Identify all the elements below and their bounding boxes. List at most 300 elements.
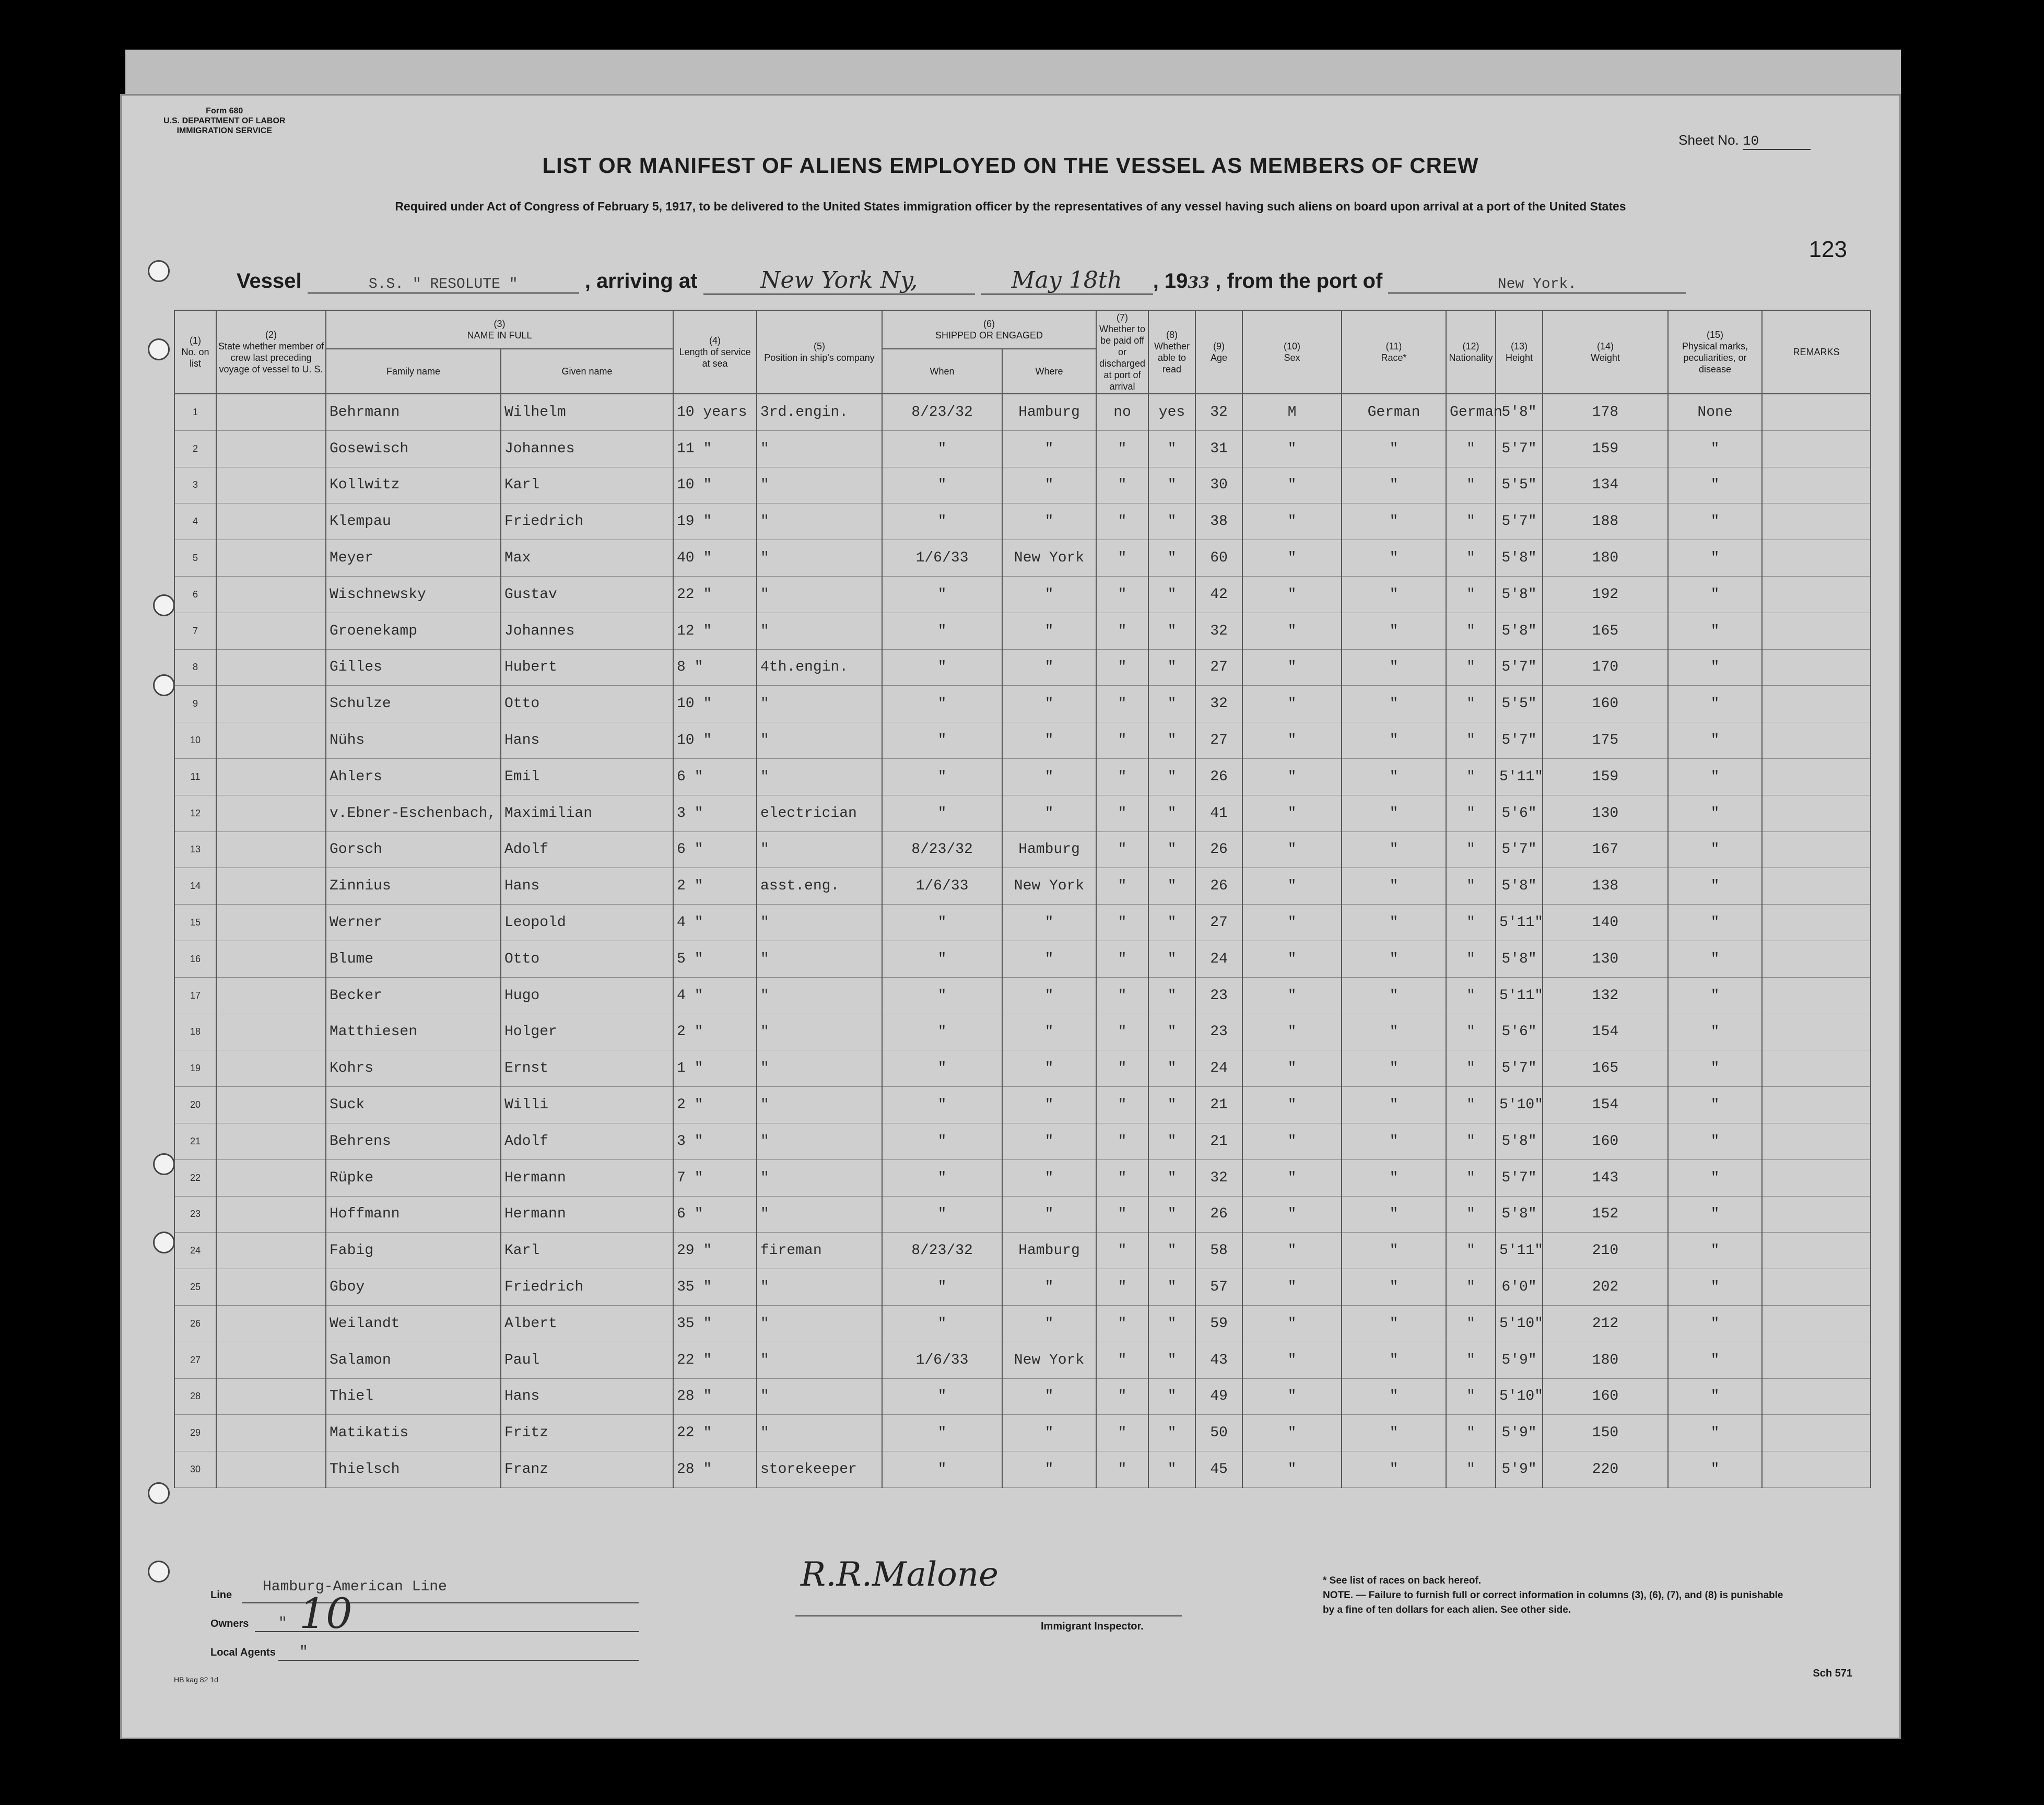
weight-cell: 192 <box>1543 576 1668 613</box>
row-number-cell: 12 <box>174 795 216 831</box>
age-cell: 24 <box>1195 1050 1242 1087</box>
age-cell: 27 <box>1195 722 1242 759</box>
given-name-cell: Hans <box>501 868 673 905</box>
last-voyage-cell <box>216 1123 326 1159</box>
paid-off-cell: " <box>1096 1233 1148 1269</box>
shipped-where-cell: " <box>1002 941 1096 977</box>
length-of-service-cell: 22 " <box>673 576 757 613</box>
shipped-when-cell: 8/23/32 <box>882 831 1002 868</box>
length-of-service-cell: 3 " <box>673 1123 757 1159</box>
row-number-cell: 9 <box>174 686 216 722</box>
col-head-race: (11) Race* <box>1342 310 1446 394</box>
position-cell: " <box>757 1342 882 1378</box>
length-of-service-cell: 40 " <box>673 540 757 577</box>
age-cell: 32 <box>1195 686 1242 722</box>
last-voyage-cell <box>216 394 326 430</box>
paid-off-cell: " <box>1096 467 1148 503</box>
weight-cell: 175 <box>1543 722 1668 759</box>
given-name-cell: Hubert <box>501 649 673 686</box>
able-to-read-cell: " <box>1148 722 1195 759</box>
shipped-where-cell: " <box>1002 467 1096 503</box>
punch-hole <box>153 1153 175 1175</box>
sex-cell: " <box>1242 1050 1342 1087</box>
shipped-when-cell: " <box>882 1378 1002 1415</box>
shipped-when-cell: " <box>882 941 1002 977</box>
row-number-cell: 11 <box>174 758 216 795</box>
col-head-shipped: (6) SHIPPED OR ENGAGED <box>882 310 1096 349</box>
given-name-cell: Max <box>501 540 673 577</box>
family-name-cell: Gorsch <box>326 831 501 868</box>
row-number-cell: 8 <box>174 649 216 686</box>
shipped-when-cell: " <box>882 649 1002 686</box>
col-head-nationality: (12) Nationality <box>1446 310 1496 394</box>
remarks-cell <box>1762 1159 1871 1196</box>
length-of-service-cell: 3 " <box>673 795 757 831</box>
nationality-cell: " <box>1446 1159 1496 1196</box>
length-of-service-cell: 22 " <box>673 1415 757 1451</box>
row-number-cell: 30 <box>174 1451 216 1488</box>
physical-marks-cell: " <box>1668 1269 1762 1306</box>
shipped-where-cell: " <box>1002 1415 1096 1451</box>
shipped-where-cell: Hamburg <box>1002 394 1096 430</box>
nationality-cell: " <box>1446 649 1496 686</box>
nationality-cell: " <box>1446 1269 1496 1306</box>
shipped-when-cell: " <box>882 1087 1002 1123</box>
row-number-cell: 2 <box>174 430 216 467</box>
position-cell: " <box>757 686 882 722</box>
position-cell: storekeeper <box>757 1451 882 1488</box>
shipped-where-cell: " <box>1002 503 1096 540</box>
height-cell: 5'9" <box>1496 1342 1543 1378</box>
last-voyage-cell <box>216 1451 326 1488</box>
height-cell: 5'8" <box>1496 540 1543 577</box>
able-to-read-cell: " <box>1148 1014 1195 1050</box>
able-to-read-cell: " <box>1148 576 1195 613</box>
last-voyage-cell <box>216 1087 326 1123</box>
sex-cell: " <box>1242 977 1342 1014</box>
row-number-cell: 24 <box>174 1233 216 1269</box>
table-row <box>174 1123 1871 1159</box>
shipped-when-cell: 8/23/32 <box>882 394 1002 430</box>
shipped-where-cell: " <box>1002 649 1096 686</box>
remarks-cell <box>1762 576 1871 613</box>
family-name-cell: Zinnius <box>326 868 501 905</box>
col-head-weight: (14) Weight <box>1543 310 1668 394</box>
family-name-cell: Rüpke <box>326 1159 501 1196</box>
signature-rule <box>795 1615 1182 1616</box>
shipped-where-cell: " <box>1002 1305 1096 1342</box>
length-of-service-cell: 6 " <box>673 831 757 868</box>
family-name-cell: v.Ebner-Eschenbach, <box>326 795 501 831</box>
able-to-read-cell: " <box>1148 1087 1195 1123</box>
family-name-cell: Weilandt <box>326 1305 501 1342</box>
sex-cell: " <box>1242 905 1342 941</box>
age-cell: 26 <box>1195 868 1242 905</box>
shipped-when-cell: " <box>882 758 1002 795</box>
height-cell: 5'6" <box>1496 795 1543 831</box>
last-voyage-cell <box>216 941 326 977</box>
remarks-cell <box>1762 795 1871 831</box>
shipped-where-cell: New York <box>1002 540 1096 577</box>
position-cell: " <box>757 1378 882 1415</box>
nationality-cell: " <box>1446 722 1496 759</box>
able-to-read-cell: " <box>1148 467 1195 503</box>
able-to-read-cell: " <box>1148 1342 1195 1378</box>
last-voyage-cell <box>216 1233 326 1269</box>
table-row <box>174 540 1871 577</box>
shipped-when-cell: " <box>882 1123 1002 1159</box>
paid-off-cell: " <box>1096 795 1148 831</box>
position-cell: " <box>757 1014 882 1050</box>
length-of-service-cell: 10 " <box>673 722 757 759</box>
position-cell: 4th.engin. <box>757 649 882 686</box>
row-number-cell: 18 <box>174 1014 216 1050</box>
row-number-cell: 21 <box>174 1123 216 1159</box>
row-number-cell: 5 <box>174 540 216 577</box>
given-name-cell: Otto <box>501 686 673 722</box>
table-row <box>174 613 1871 649</box>
length-of-service-cell: 29 " <box>673 1233 757 1269</box>
height-cell: 5'7" <box>1496 722 1543 759</box>
nationality-cell: " <box>1446 540 1496 577</box>
table-row <box>174 394 1871 430</box>
agents-rule <box>278 1660 639 1661</box>
height-cell: 5'8" <box>1496 1123 1543 1159</box>
col-head-marks: (15) Physical marks, peculiarities, or disease <box>1668 310 1762 394</box>
weight-cell: 188 <box>1543 503 1668 540</box>
table-row <box>174 467 1871 503</box>
remarks-cell <box>1762 1233 1871 1269</box>
row-number-cell: 13 <box>174 831 216 868</box>
weight-cell: 212 <box>1543 1305 1668 1342</box>
remarks-cell <box>1762 394 1871 430</box>
col-head-remarks: REMARKS <box>1762 310 1871 394</box>
physical-marks-cell: " <box>1668 1050 1762 1087</box>
family-name-cell: Groenekamp <box>326 613 501 649</box>
shipped-when-cell: " <box>882 576 1002 613</box>
last-voyage-cell <box>216 1014 326 1050</box>
schedule-number: Sch 571 <box>1813 1668 1852 1679</box>
family-name-cell: Klempau <box>326 503 501 540</box>
shipped-when-cell: " <box>882 613 1002 649</box>
row-number-cell: 20 <box>174 1087 216 1123</box>
last-voyage-cell <box>216 503 326 540</box>
paid-off-cell: " <box>1096 722 1148 759</box>
sex-cell: " <box>1242 758 1342 795</box>
sheet-number-value: 10 <box>1743 133 1811 150</box>
race-cell: " <box>1342 1415 1446 1451</box>
nationality-cell: " <box>1446 1233 1496 1269</box>
sex-cell: " <box>1242 1305 1342 1342</box>
manifest-sheet <box>120 94 1901 1739</box>
given-name-cell: Emil <box>501 758 673 795</box>
remarks-cell <box>1762 467 1871 503</box>
col-head-service: (4) Length of service at sea <box>673 310 757 394</box>
age-cell: 27 <box>1195 649 1242 686</box>
position-cell: asst.eng. <box>757 868 882 905</box>
sex-cell: " <box>1242 503 1342 540</box>
row-number-cell: 14 <box>174 868 216 905</box>
able-to-read-cell: " <box>1148 831 1195 868</box>
age-cell: 58 <box>1195 1233 1242 1269</box>
last-voyage-cell <box>216 430 326 467</box>
sex-cell: " <box>1242 722 1342 759</box>
physical-marks-cell: " <box>1668 1342 1762 1378</box>
family-name-cell: Wischnewsky <box>326 576 501 613</box>
age-cell: 42 <box>1195 576 1242 613</box>
physical-marks-cell: " <box>1668 905 1762 941</box>
given-name-cell: Hermann <box>501 1196 673 1233</box>
given-name-cell: Gustav <box>501 576 673 613</box>
remarks-cell <box>1762 941 1871 977</box>
physical-marks-cell: " <box>1668 1014 1762 1050</box>
physical-marks-cell: " <box>1668 686 1762 722</box>
service-name: IMMIGRATION SERVICE <box>177 126 272 135</box>
nationality-cell: " <box>1446 1415 1496 1451</box>
shipped-where-cell: " <box>1002 1159 1096 1196</box>
position-cell: " <box>757 540 882 577</box>
position-cell: " <box>757 1305 882 1342</box>
paid-off-cell: " <box>1096 613 1148 649</box>
table-row <box>174 503 1871 540</box>
col-head-given: Given name <box>501 349 673 394</box>
sex-cell: " <box>1242 540 1342 577</box>
race-cell: " <box>1342 613 1446 649</box>
race-cell: " <box>1342 1196 1446 1233</box>
given-name-cell: Albert <box>501 1305 673 1342</box>
row-number-cell: 4 <box>174 503 216 540</box>
last-voyage-cell <box>216 1415 326 1451</box>
nationality-cell: " <box>1446 613 1496 649</box>
table-row <box>174 1087 1871 1123</box>
height-cell: 5'11" <box>1496 1233 1543 1269</box>
length-of-service-cell: 19 " <box>673 503 757 540</box>
family-name-cell: Behrmann <box>326 394 501 430</box>
nationality-cell: " <box>1446 1378 1496 1415</box>
shipped-when-cell: " <box>882 1050 1002 1087</box>
height-cell: 5'11" <box>1496 905 1543 941</box>
weight-cell: 180 <box>1543 1342 1668 1378</box>
physical-marks-cell: " <box>1668 613 1762 649</box>
race-note: * See list of races on back hereof. <box>1323 1575 1482 1586</box>
given-name-cell: Leopold <box>501 905 673 941</box>
nationality-cell: " <box>1446 1451 1496 1488</box>
paid-off-cell: " <box>1096 941 1148 977</box>
position-cell: " <box>757 1269 882 1306</box>
row-number-cell: 3 <box>174 467 216 503</box>
shipped-when-cell: " <box>882 430 1002 467</box>
age-cell: 31 <box>1195 430 1242 467</box>
sex-cell: " <box>1242 941 1342 977</box>
physical-marks-cell: " <box>1668 1233 1762 1269</box>
table-row <box>174 831 1871 868</box>
weight-cell: 178 <box>1543 394 1668 430</box>
given-name-cell: Paul <box>501 1342 673 1378</box>
height-cell: 5'5" <box>1496 686 1543 722</box>
race-cell: " <box>1342 831 1446 868</box>
sex-cell: " <box>1242 868 1342 905</box>
height-cell: 5'7" <box>1496 1050 1543 1087</box>
race-cell: " <box>1342 686 1446 722</box>
table-row <box>174 758 1871 795</box>
height-cell: 5'7" <box>1496 649 1543 686</box>
weight-cell: 140 <box>1543 905 1668 941</box>
punch-hole <box>148 260 170 282</box>
col-head-read: (8) Whether able to read <box>1148 310 1195 394</box>
inspector-signature: R.R.Malone <box>801 1555 998 1594</box>
age-cell: 38 <box>1195 503 1242 540</box>
physical-marks-cell: " <box>1668 1378 1762 1415</box>
position-cell: " <box>757 831 882 868</box>
departure-port: New York. <box>1388 276 1686 294</box>
shipped-when-cell: " <box>882 795 1002 831</box>
position-cell: " <box>757 1159 882 1196</box>
able-to-read-cell: " <box>1148 1451 1195 1488</box>
position-cell: " <box>757 1196 882 1233</box>
physical-marks-cell: " <box>1668 649 1762 686</box>
nationality-cell: " <box>1446 1050 1496 1087</box>
remarks-cell <box>1762 722 1871 759</box>
weight-cell: 138 <box>1543 868 1668 905</box>
nationality-cell: " <box>1446 686 1496 722</box>
col-head-paid-off: (7) Whether to be paid off or discharged at port of arrival <box>1096 310 1148 394</box>
family-name-cell: Gosewisch <box>326 430 501 467</box>
family-name-cell: Kollwitz <box>326 467 501 503</box>
agents-value: " <box>299 1644 308 1660</box>
height-cell: 5'9" <box>1496 1415 1543 1451</box>
table-row <box>174 795 1871 831</box>
race-cell: " <box>1342 1233 1446 1269</box>
remarks-cell <box>1762 503 1871 540</box>
remarks-cell <box>1762 1378 1871 1415</box>
physical-marks-cell: " <box>1668 795 1762 831</box>
weight-cell: 167 <box>1543 831 1668 868</box>
able-to-read-cell: " <box>1148 795 1195 831</box>
physical-marks-cell: " <box>1668 941 1762 977</box>
col-head-where: Where <box>1002 349 1096 394</box>
remarks-cell <box>1762 540 1871 577</box>
remarks-cell <box>1762 1050 1871 1087</box>
shipped-when-cell: 1/6/33 <box>882 1342 1002 1378</box>
able-to-read-cell: " <box>1148 430 1195 467</box>
nationality-cell: " <box>1446 1342 1496 1378</box>
nationality-cell: " <box>1446 1087 1496 1123</box>
paid-off-cell: " <box>1096 831 1148 868</box>
remarks-cell <box>1762 430 1871 467</box>
position-cell: " <box>757 977 882 1014</box>
length-of-service-cell: 11 " <box>673 430 757 467</box>
age-cell: 23 <box>1195 977 1242 1014</box>
age-cell: 21 <box>1195 1087 1242 1123</box>
row-number-cell: 7 <box>174 613 216 649</box>
sheet-number <box>1678 132 1811 150</box>
row-number-cell: 10 <box>174 722 216 759</box>
year-suffix: 33 <box>1188 274 1210 292</box>
table-row <box>174 722 1871 759</box>
sex-cell: " <box>1242 1378 1342 1415</box>
position-cell: " <box>757 613 882 649</box>
last-voyage-cell <box>216 1196 326 1233</box>
length-of-service-cell: 4 " <box>673 905 757 941</box>
sex-cell: " <box>1242 1342 1342 1378</box>
able-to-read-cell: " <box>1148 1233 1195 1269</box>
length-of-service-cell: 4 " <box>673 977 757 1014</box>
race-cell: " <box>1342 503 1446 540</box>
nationality-cell: German <box>1446 394 1496 430</box>
position-cell: " <box>757 905 882 941</box>
physical-marks-cell: " <box>1668 467 1762 503</box>
nationality-cell: " <box>1446 977 1496 1014</box>
nationality-cell: " <box>1446 430 1496 467</box>
position-cell: " <box>757 1415 882 1451</box>
last-voyage-cell <box>216 686 326 722</box>
race-cell: German <box>1342 394 1446 430</box>
length-of-service-cell: 35 " <box>673 1305 757 1342</box>
weight-cell: 220 <box>1543 1451 1668 1488</box>
length-of-service-cell: 35 " <box>673 1269 757 1306</box>
remarks-cell <box>1762 686 1871 722</box>
age-cell: 24 <box>1195 941 1242 977</box>
table-row <box>174 868 1871 905</box>
fine-note: NOTE. — Failure to furnish full or correct information in columns (3), (6), (7), and (8) is punishable by a fine of ten dollars for each alien. See other side. <box>1323 1590 1783 1615</box>
sex-cell: " <box>1242 1123 1342 1159</box>
shipped-where-cell: " <box>1002 758 1096 795</box>
last-voyage-cell <box>216 1378 326 1415</box>
last-voyage-cell <box>216 649 326 686</box>
shipped-where-cell: " <box>1002 1196 1096 1233</box>
weight-cell: 154 <box>1543 1087 1668 1123</box>
sex-cell: " <box>1242 430 1342 467</box>
sex-cell: " <box>1242 1269 1342 1306</box>
row-number-cell: 29 <box>174 1415 216 1451</box>
position-cell: " <box>757 1087 882 1123</box>
position-cell: " <box>757 576 882 613</box>
age-cell: 57 <box>1195 1269 1242 1306</box>
height-cell: 5'7" <box>1496 831 1543 868</box>
age-cell: 32 <box>1195 1159 1242 1196</box>
table-row <box>174 1269 1871 1306</box>
position-cell: " <box>757 758 882 795</box>
race-cell: " <box>1342 1342 1446 1378</box>
family-name-cell: Kohrs <box>326 1050 501 1087</box>
arrival-date: May 18th <box>981 267 1153 295</box>
family-name-cell: Ahlers <box>326 758 501 795</box>
physical-marks-cell: None <box>1668 394 1762 430</box>
family-name-cell: Gboy <box>326 1269 501 1306</box>
table-row <box>174 1050 1871 1087</box>
able-to-read-cell: " <box>1148 613 1195 649</box>
row-number-cell: 23 <box>174 1196 216 1233</box>
family-name-cell: Thiel <box>326 1378 501 1415</box>
shipped-when-cell: " <box>882 1159 1002 1196</box>
physical-marks-cell: " <box>1668 503 1762 540</box>
age-cell: 50 <box>1195 1415 1242 1451</box>
nationality-cell: " <box>1446 503 1496 540</box>
race-cell: " <box>1342 1014 1446 1050</box>
nationality-cell: " <box>1446 905 1496 941</box>
row-number-cell: 1 <box>174 394 216 430</box>
able-to-read-cell: " <box>1148 1415 1195 1451</box>
given-name-cell: Adolf <box>501 1123 673 1159</box>
height-cell: 5'10" <box>1496 1087 1543 1123</box>
sheet-number-label: Sheet No. <box>1678 132 1739 148</box>
length-of-service-cell: 8 " <box>673 649 757 686</box>
remarks-cell <box>1762 1014 1871 1050</box>
shipped-where-cell: " <box>1002 1269 1096 1306</box>
given-name-cell: Hermann <box>501 1159 673 1196</box>
height-cell: 5'8" <box>1496 576 1543 613</box>
able-to-read-cell: " <box>1148 686 1195 722</box>
